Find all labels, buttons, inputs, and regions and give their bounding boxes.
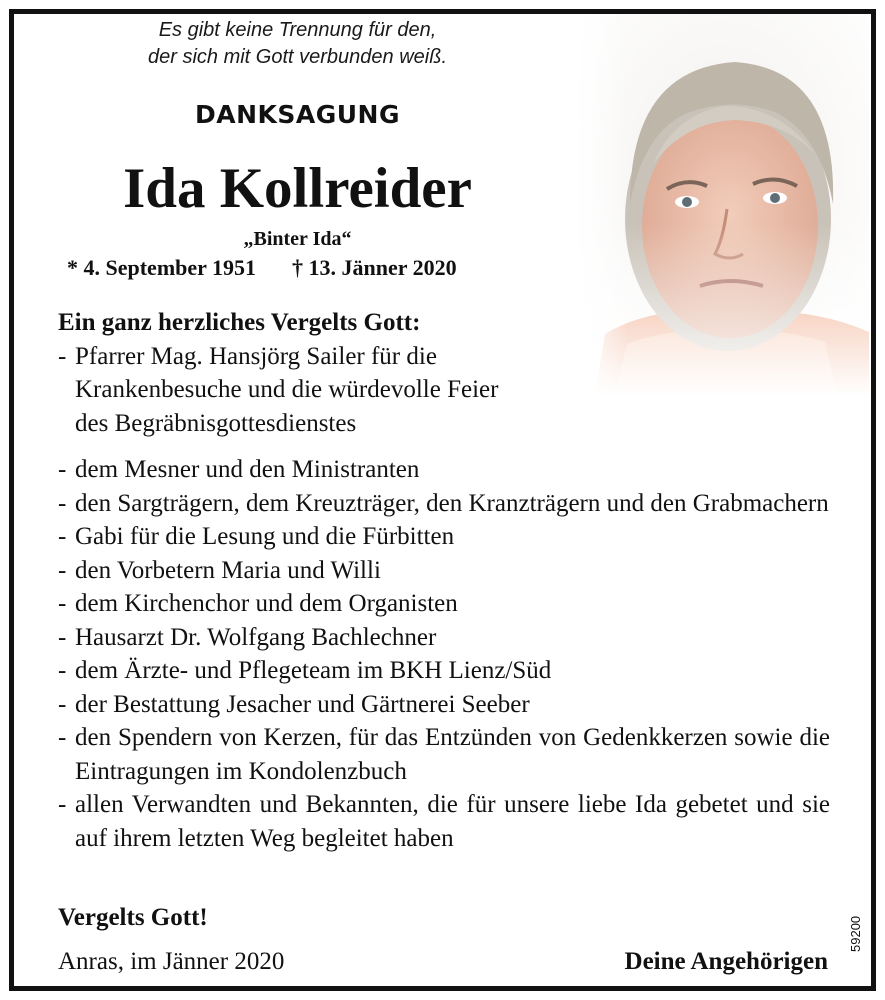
list-item: - dem Kirchenchor und dem Organisten (58, 587, 830, 621)
place-and-date: Anras, im Jänner 2020 (58, 948, 285, 975)
list-item: - Hausarzt Dr. Wolfgang Bachlechner (58, 621, 830, 655)
life-dates (67, 255, 457, 281)
list-item: - dem Ärzte- und Pflegeteam im BKH Lienz/Süd (58, 654, 830, 688)
thanks-list (58, 340, 830, 856)
list-item: - den Spendern von Kerzen, für das Entzünden von Gedenkkerzen sowie die Eintragungen im Kondolenzbuch (58, 721, 830, 788)
thanks-heading: Ein ganz herzliches Vergelts Gott: (58, 309, 421, 336)
list-item: - den Sargträgern, dem Kreuzträger, den Kranzträgern und den Grabmachern (58, 487, 830, 521)
motto-line-2: der sich mit Gott verbunden weiß. (147, 46, 447, 68)
motto-quote (60, 17, 535, 71)
ad-code: 59200 (848, 915, 863, 952)
list-item: - der Bestattung Jesacher und Gärtnerei Seeber (58, 688, 830, 722)
thanks-section (58, 306, 830, 855)
birth-date: * 4. September 1951 (67, 255, 257, 280)
deceased-nickname: „Binter Ida“ (243, 228, 352, 250)
list-item: - den Vorbetern Maria und Willi (58, 554, 830, 588)
notice-heading: DANKSAGUNG (194, 100, 400, 129)
deceased-name: Ida Kollreider (123, 157, 472, 220)
closing-line: Vergelts Gott! (58, 904, 208, 931)
signature: Deine Angehörigen (624, 948, 828, 975)
list-item: - allen Verwandten und Bekannten, die für unsere liebe Ida gebetet und sie auf ihrem letzten Weg begleitet haben (58, 788, 830, 855)
motto-line-1: Es gibt keine Trennung für den, (158, 19, 437, 41)
death-date: † 13. Jänner 2020 (292, 255, 457, 280)
list-item: - Pfarrer Mag. Hansjörg Sailer für die Krankenbesuche und die würdevolle Feier des Begräbnisgottesdienstes (58, 340, 515, 441)
list-item: - dem Mesner und den Ministranten (58, 453, 830, 487)
list-item: - Gabi für die Lesung und die Fürbitten (58, 520, 830, 554)
